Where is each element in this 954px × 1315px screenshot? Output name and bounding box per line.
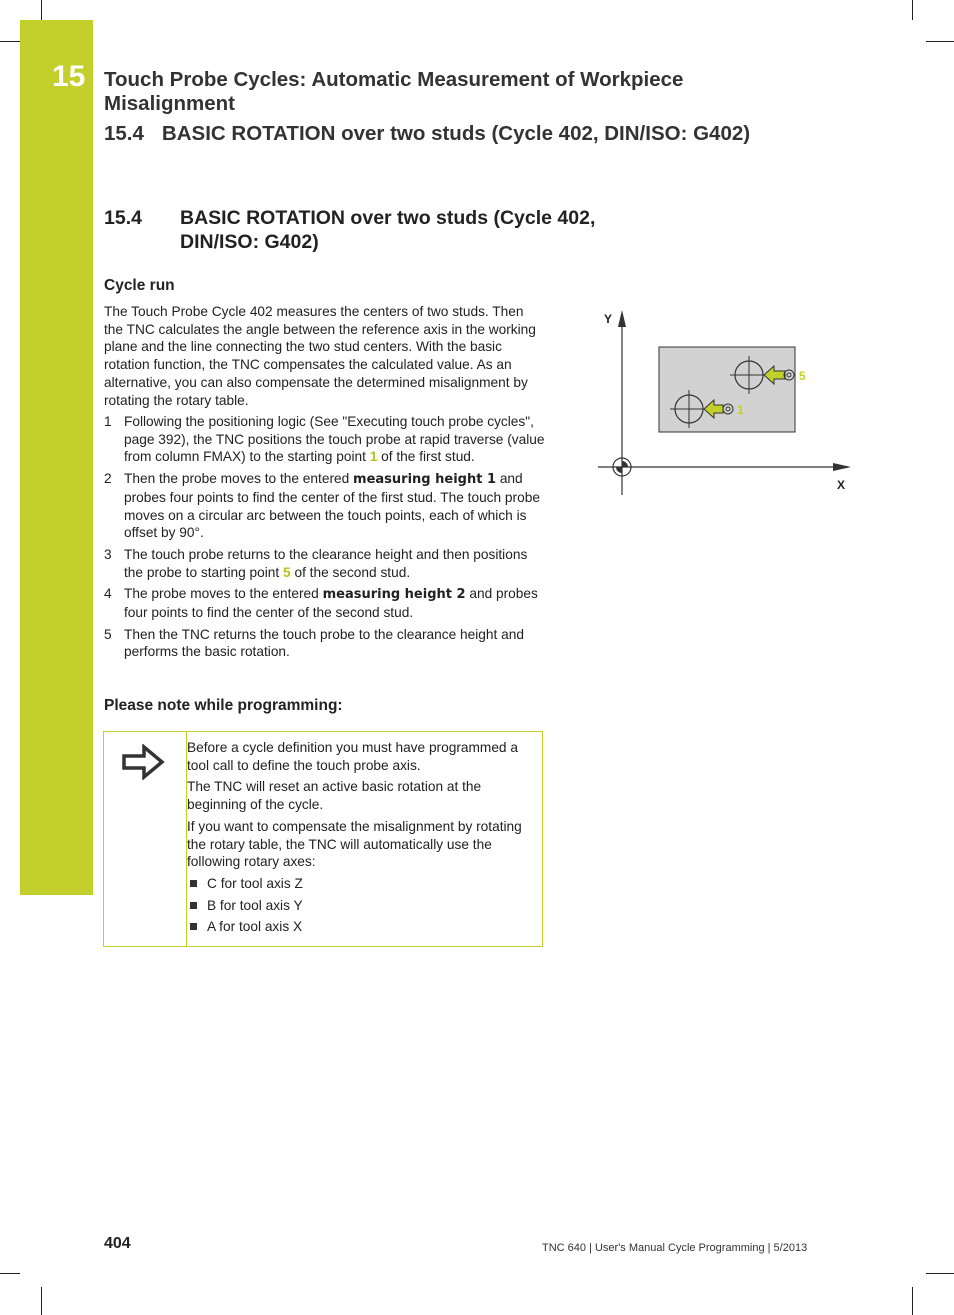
step-item: 2 Then the probe moves to the entered measuring height 1 and probes four points to find the center of the first stud. The touch probe moves on a circular arc between the touch points, each of which is offset by 90°. <box>104 471 540 541</box>
running-section-header <box>104 122 750 146</box>
crop-mark <box>912 1287 913 1315</box>
footer-text: TNC 640 | User's Manual Cycle Programming | 5/2013 <box>542 1242 808 1254</box>
notes-heading: Please note while programming: <box>104 697 343 714</box>
note-bullet: B for tool axis Y <box>187 897 537 915</box>
step-item: 5 Then the TNC returns the touch probe to the clearance height and performs the basic rotation. <box>104 626 524 660</box>
stud-diagram <box>590 305 855 505</box>
section-heading <box>104 206 624 256</box>
chapter-sidebar <box>20 20 93 895</box>
x-axis-arrow <box>833 463 851 471</box>
note-bullet: C for tool axis Z <box>187 875 537 893</box>
section-title: BASIC ROTATION over two studs (Cycle 402, DIN/ISO: G402) <box>180 207 596 253</box>
note-paragraph: If you want to compensate the misalignment by rotating the rotary table, the TNC will automatically use the following rotary axes: <box>187 818 522 870</box>
note-paragraph: Before a cycle definition you must have programmed a tool call to define the touch probe axis. <box>187 740 518 773</box>
crop-mark <box>926 1273 954 1274</box>
origin-quadrant <box>622 461 628 467</box>
point-1-label: 1 <box>737 403 744 417</box>
crop-mark <box>0 41 20 42</box>
step-item: 1 Following the positioning logic (See "Executing touch probe cycles", page 392), the TNC positions the touch probe at rapid traverse (value from column FMAX) to the starting point 1 of the first stud. <box>104 414 545 465</box>
note-text <box>187 739 537 940</box>
step-item: 3 The touch probe returns to the clearance height and then positions the probe to starting point 5 of the second stud. <box>104 546 528 580</box>
crop-mark <box>41 0 42 20</box>
y-axis-label: Y <box>604 312 613 326</box>
running-section-number: 15.4 <box>104 122 144 145</box>
crop-mark <box>0 1273 20 1274</box>
y-axis-arrow <box>618 310 626 327</box>
point-5-label: 5 <box>799 369 806 383</box>
page-number: 404 <box>104 1235 131 1252</box>
running-section-title: BASIC ROTATION over two studs (Cycle 402, DIN/ISO: G402) <box>161 122 751 145</box>
note-paragraph: The TNC will reset an active basic rotation at the beginning of the cycle. <box>187 779 482 813</box>
cycle-steps <box>104 413 546 665</box>
crop-mark <box>926 41 954 42</box>
step-item: 4 The probe moves to the entered measuring height 2 and probes four points to find the center of the second stud. <box>104 586 538 621</box>
note-arrow-icon <box>122 744 166 785</box>
section-number: 15.4 <box>104 207 142 229</box>
cycle-run-intro: The Touch Probe Cycle 402 measures the centers of two studs. Then the TNC calculates the angle between the reference axis in the working plane and the line connecting the two stud centers. With the basic rotation function, the TNC compensates the calculated value. As an alternative, you can also compensate the determined misalignment by rotating the rotary table. <box>104 304 536 408</box>
crop-mark <box>912 0 913 20</box>
crop-mark <box>41 1287 42 1315</box>
chapter-number: 15 <box>52 60 86 93</box>
note-bullet: A for tool axis X <box>187 918 537 936</box>
chapter-title: Touch Probe Cycles: Automatic Measurement of Workpiece Misalignment <box>104 68 684 115</box>
cycle-run-heading: Cycle run <box>104 277 175 294</box>
origin-quadrant <box>616 467 622 473</box>
note-box <box>103 731 543 947</box>
x-axis-label: X <box>837 478 846 492</box>
